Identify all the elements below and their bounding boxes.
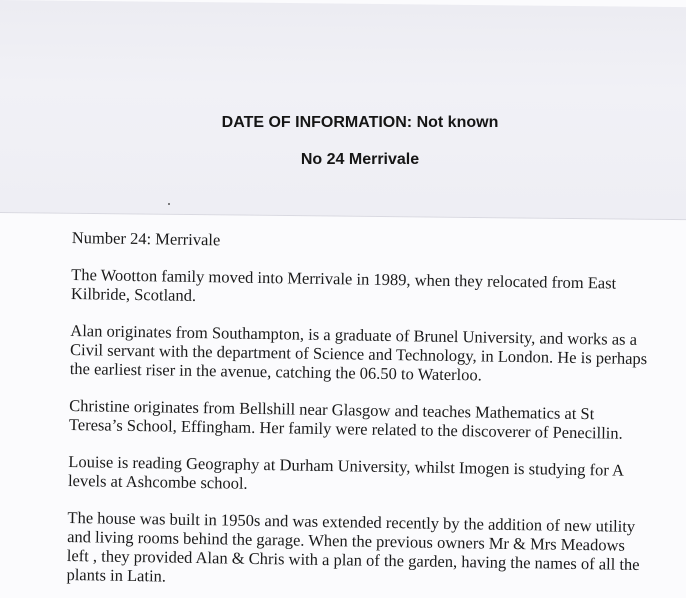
paragraph-children: Louise is reading Geography at Durham University, whilst Imogen is studying for A levels at Ashcombe school. xyxy=(67,451,624,493)
paragraph-house: The house was built in 1950s and was extended recently by the addition of new utility and living rooms behind the garage. When the previous owners Mr & Mrs Meadows left , they provided Alan & Chris with a plan of the garden, having the names of all the plants in Latin. xyxy=(66,507,640,586)
paragraph-alan: Alan originates from Southampton, is a graduate of Brunel University, and works as a Civil servant with the department of Science and Technology, in London. He is perhaps the earliest riser in the avenue, catching the 06.50 to Waterloo. xyxy=(69,320,648,385)
date-of-information-heading: DATE OF INFORMATION: Not known xyxy=(221,114,499,131)
paragraph-family: The Wootton family moved into Merrivale in 1989, when they relocated from East Kilbride, Scotland. xyxy=(70,264,617,305)
paper-speck xyxy=(168,203,170,205)
address-heading: No 24 Merrivale xyxy=(300,151,420,168)
header-slip xyxy=(0,0,686,220)
document-body xyxy=(66,228,652,598)
body-heading: Number 24: Merrivale xyxy=(71,228,221,250)
paragraph-christine: Christine originates from Bellshill near Glasgow and teaches Mathematics at St Teresa’s School, Effingham. Her family were related to the discoverer of Penecillin. xyxy=(68,395,623,443)
